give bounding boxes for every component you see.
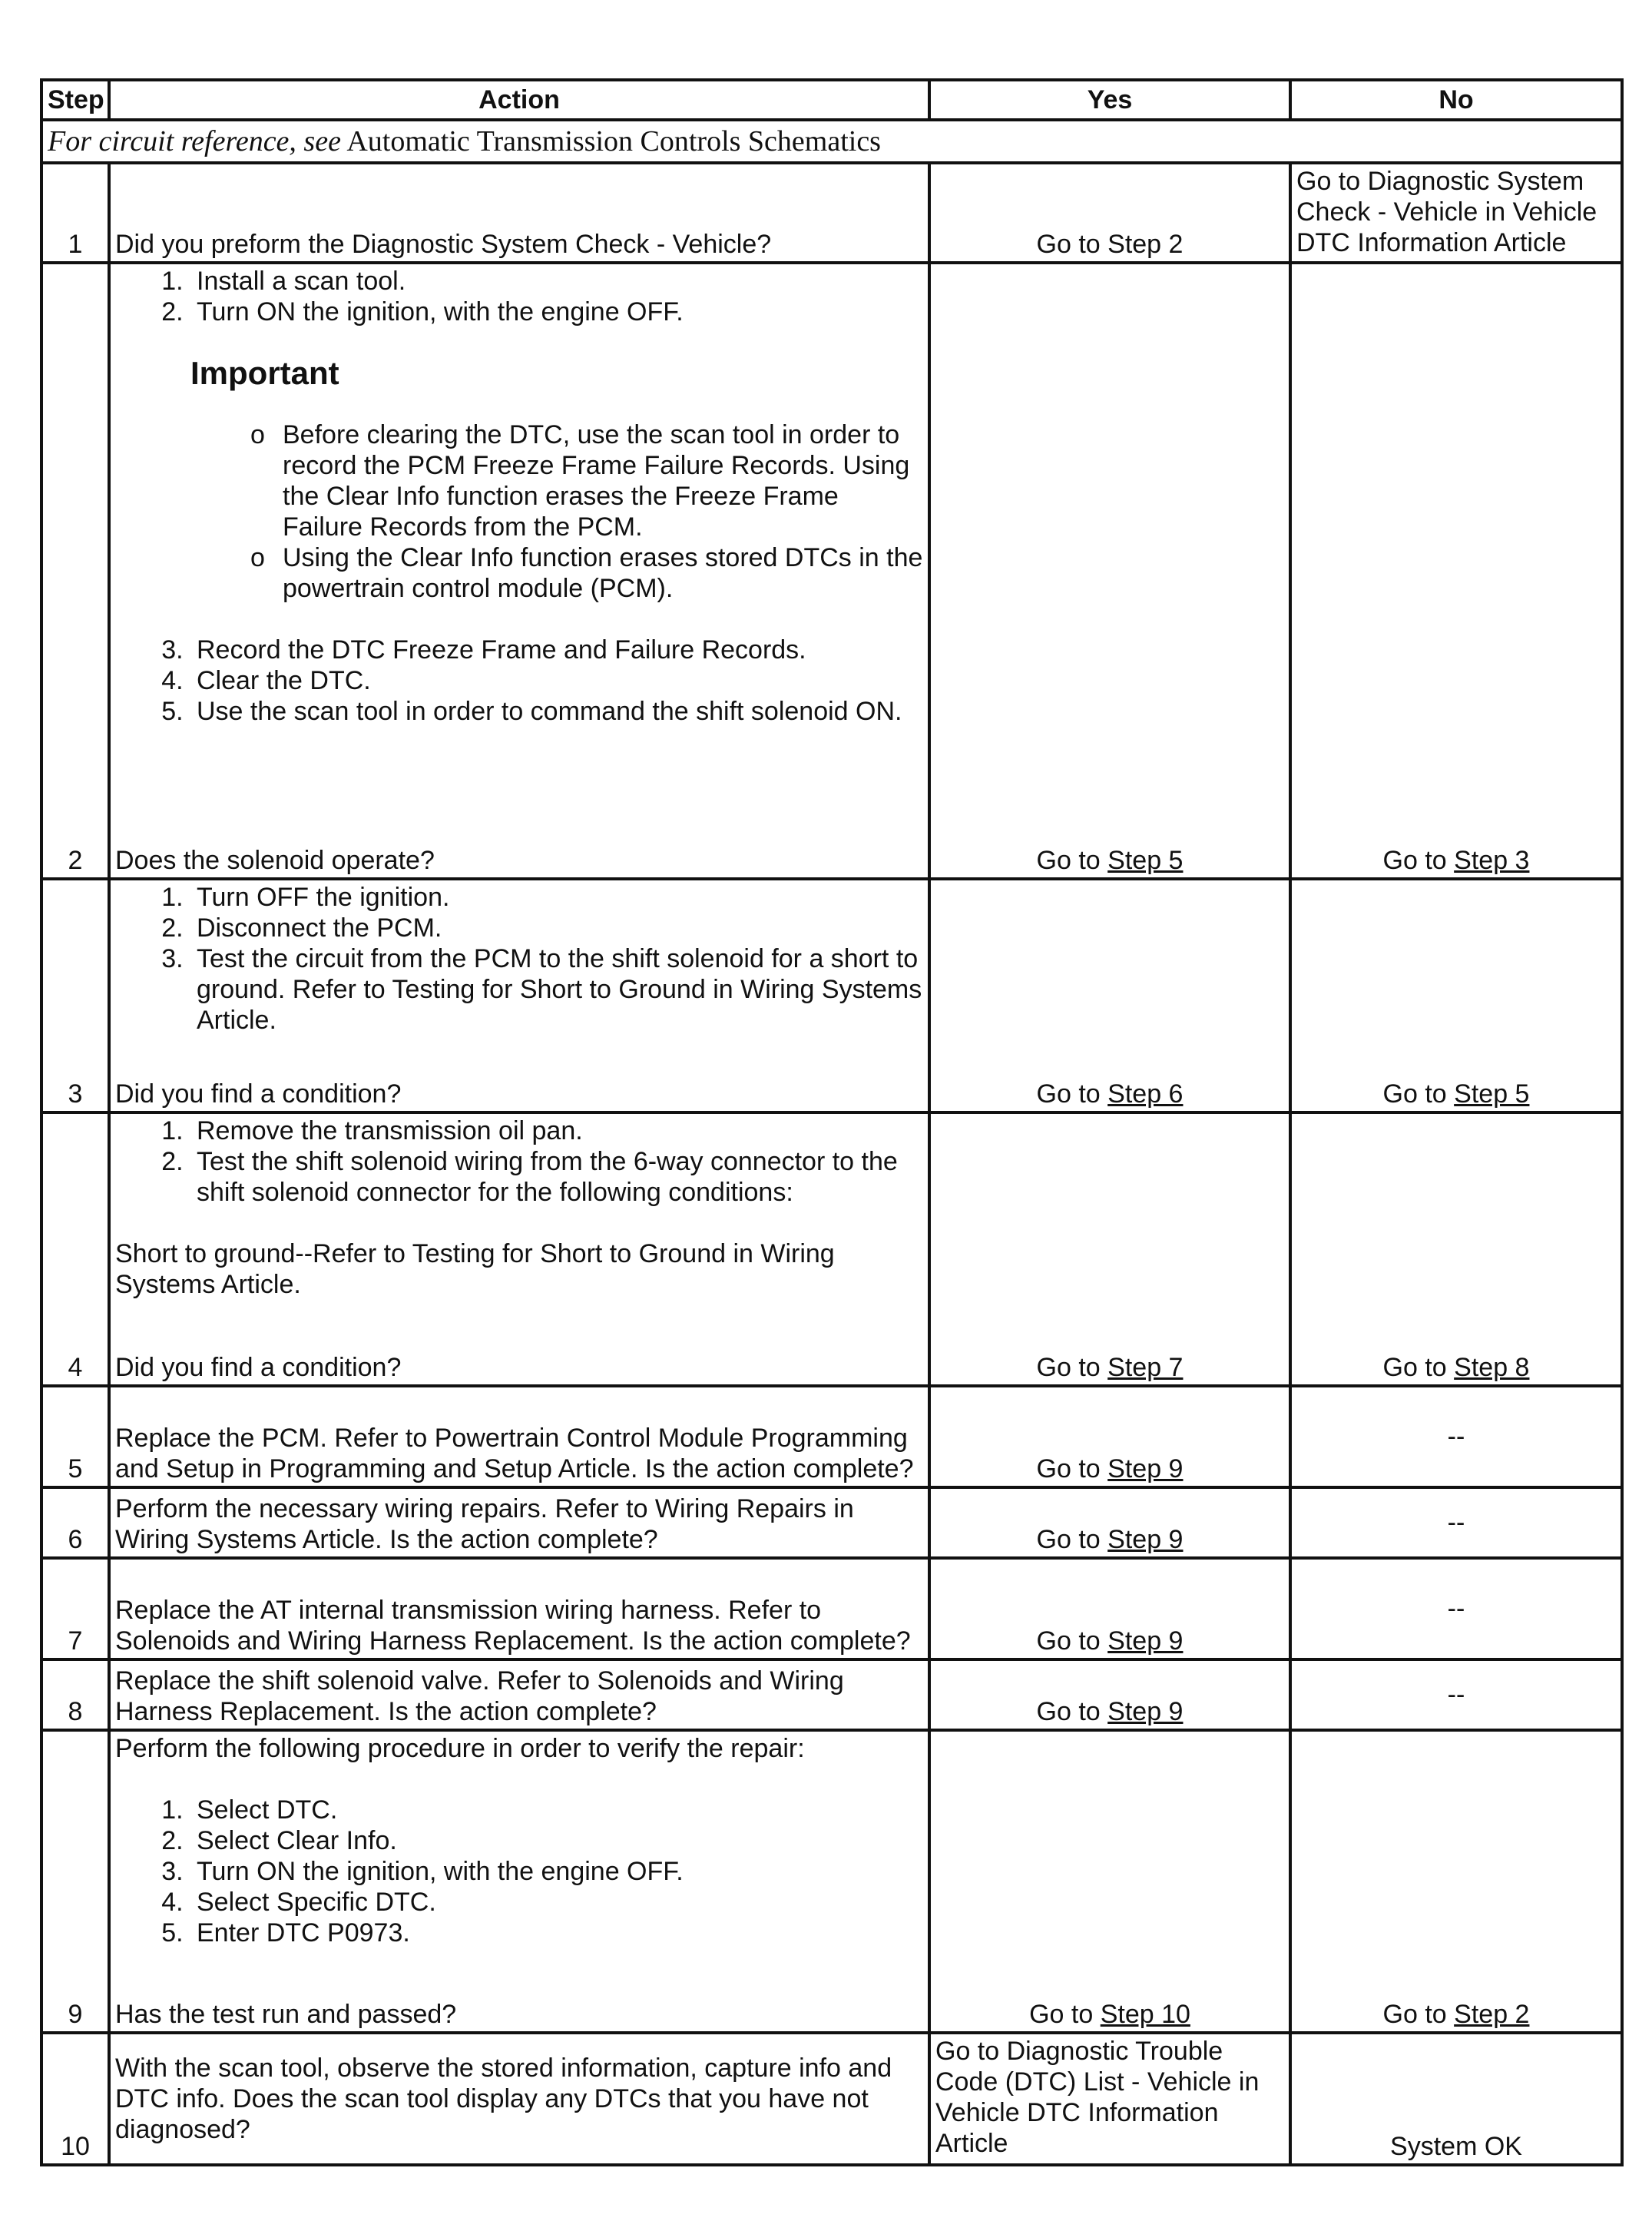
step-number: 10 — [41, 2033, 109, 2165]
action-steps — [115, 1115, 923, 1208]
action-cell: Replace the AT internal transmission wiring harness. Refer to Solenoids and Wiring Harness Replacement. Is the action complete? — [109, 1558, 929, 1659]
table-row-step-10 — [41, 2033, 1622, 2165]
table-row-step-9 — [41, 1730, 1622, 2033]
yes-step-link[interactable]: Step 9 — [1107, 1525, 1184, 1554]
list-item: 4. Select Specific DTC. — [190, 1887, 923, 1918]
action-question: Did you find a condition? — [115, 1079, 402, 1109]
yes-cell[interactable]: Go to Diagnostic Trouble Code (DTC) List - Vehicle in Vehicle DTC Information Article — [929, 2033, 1290, 2165]
table-row-step-7 — [41, 1558, 1622, 1659]
no-prefix: Go to — [1382, 1353, 1447, 1382]
header-yes: Yes — [929, 80, 1290, 120]
list-item: 5. Enter DTC P0973. — [190, 1918, 923, 1948]
action-cell — [109, 163, 929, 263]
step-number: 3 — [41, 879, 109, 1112]
condition-text: Short to ground--Refer to Testing for Short to Ground in Wiring Systems Article. — [115, 1239, 835, 1299]
no-prefix: Go to — [1382, 1079, 1447, 1109]
action-cell: Replace the shift solenoid valve. Refer to Solenoids and Wiring Harness Replacement. Is the action complete? — [109, 1659, 929, 1730]
yes-step-link[interactable]: Step 5 — [1107, 846, 1184, 875]
list-item: 1. Install a scan tool. — [190, 266, 923, 297]
step-number: 9 — [41, 1730, 109, 2033]
action-cell: With the scan tool, observe the stored information, capture info and DTC info. Does the scan tool display any DTCs that you have not diagnosed? — [109, 2033, 929, 2165]
yes-cell — [929, 1558, 1290, 1659]
yes-step-link[interactable]: Step 10 — [1100, 2000, 1190, 2029]
yes-step-link[interactable]: Step 9 — [1107, 1626, 1184, 1656]
action-steps — [115, 882, 923, 1036]
step-number: 7 — [41, 1558, 109, 1659]
important-heading: Important — [190, 355, 339, 391]
list-item: 3. Test the circuit from the PCM to the shift solenoid for a short to ground. Refer to Testing for Short to Ground in Wiring Systems Article. — [190, 943, 923, 1036]
step-number: 6 — [41, 1487, 109, 1558]
step-number: 1 — [41, 163, 109, 263]
action-question: Did you preform the Diagnostic System Check - Vehicle? — [115, 230, 772, 259]
yes-cell — [929, 1730, 1290, 2033]
yes-cell — [929, 1659, 1290, 1730]
no-step-link[interactable]: Step 2 — [1454, 2000, 1530, 2029]
header-row — [41, 80, 1622, 120]
action-steps-b — [115, 635, 923, 727]
yes-prefix: Go to — [1036, 1079, 1101, 1109]
table-row-step-5 — [41, 1386, 1622, 1487]
no-cell: -- — [1290, 1487, 1622, 1558]
step-number: 2 — [41, 263, 109, 879]
note-item: o Using the Clear Info function erases stored DTCs in the powertrain control module (PCM). — [283, 542, 923, 604]
yes-cell — [929, 1386, 1290, 1487]
list-item: 1. Remove the transmission oil pan. — [190, 1115, 923, 1146]
no-cell[interactable]: Go to Diagnostic System Check - Vehicle in Vehicle DTC Information Article — [1290, 163, 1622, 263]
no-step-link[interactable]: Step 8 — [1454, 1353, 1530, 1382]
yes-prefix: Go to — [1036, 1626, 1101, 1656]
action-cell — [109, 263, 929, 879]
list-item: 2. Disconnect the PCM. — [190, 913, 923, 943]
yes-step-link[interactable]: Step 9 — [1107, 1454, 1184, 1483]
action-cell: Perform the necessary wiring repairs. Refer to Wiring Repairs in Wiring Systems Article. Is the action complete? — [109, 1487, 929, 1558]
no-cell — [1290, 1112, 1622, 1386]
yes-prefix: Go to — [1036, 1353, 1101, 1382]
list-item: 2. Test the shift solenoid wiring from the 6-way connector to the shift solenoid connector for the following conditions: — [190, 1146, 923, 1208]
list-item: 5. Use the scan tool in order to command the shift solenoid ON. — [190, 696, 923, 727]
yes-prefix: Go to — [1036, 846, 1101, 875]
diagnostic-table — [40, 78, 1624, 2166]
step-number: 5 — [41, 1386, 109, 1487]
note-item: o Before clearing the DTC, use the scan tool in order to record the PCM Freeze Frame Failure Records. Using the Clear Info function erases the Freeze Frame Failure Records from the PCM. — [283, 419, 923, 542]
yes-step-link[interactable]: Step 9 — [1107, 1697, 1184, 1726]
list-item: 3. Record the DTC Freeze Frame and Failure Records. — [190, 635, 923, 665]
yes-step-link[interactable]: Step 7 — [1107, 1353, 1184, 1382]
important-notes — [115, 419, 923, 604]
no-cell: -- — [1290, 1386, 1622, 1487]
list-item: 2. Select Clear Info. — [190, 1825, 923, 1856]
action-steps-a — [115, 266, 923, 327]
yes-cell — [929, 263, 1290, 879]
action-cell: Replace the PCM. Refer to Powertrain Control Module Programming and Setup in Programming and Setup Article. Is the action complete? — [109, 1386, 929, 1487]
no-cell: -- — [1290, 1659, 1622, 1730]
table-row-step-6 — [41, 1487, 1622, 1558]
no-cell — [1290, 1730, 1622, 2033]
action-cell — [109, 1112, 929, 1386]
yes-cell — [929, 1112, 1290, 1386]
yes-prefix: Go to — [1036, 1525, 1101, 1554]
yes-cell — [929, 1487, 1290, 1558]
diagnostic-page — [40, 78, 1621, 2166]
action-steps — [115, 1795, 923, 1948]
yes-cell[interactable]: Go to Step 2 — [929, 163, 1290, 263]
yes-cell — [929, 879, 1290, 1112]
table-row-step-2 — [41, 263, 1622, 879]
no-cell: -- — [1290, 1558, 1622, 1659]
list-item: 3. Turn ON the ignition, with the engine OFF. — [190, 1856, 923, 1887]
yes-prefix: Go to — [1036, 1454, 1101, 1483]
table-row-step-8 — [41, 1659, 1622, 1730]
action-cell — [109, 879, 929, 1112]
circuit-reference — [41, 120, 1622, 163]
step-number: 8 — [41, 1659, 109, 1730]
no-step-link[interactable]: Step 5 — [1454, 1079, 1530, 1109]
yes-step-link[interactable]: Step 6 — [1107, 1079, 1184, 1109]
action-intro: Perform the following procedure in order to verify the repair: — [115, 1734, 805, 1763]
list-item: 4. Clear the DTC. — [190, 665, 923, 696]
no-cell — [1290, 263, 1622, 879]
yes-prefix: Go to — [1029, 2000, 1094, 2029]
table-row-step-4 — [41, 1112, 1622, 1386]
list-item: 2. Turn ON the ignition, with the engine OFF. — [190, 297, 923, 327]
action-question: Does the solenoid operate? — [115, 846, 435, 875]
list-item: 1. Turn OFF the ignition. — [190, 882, 923, 913]
no-cell: System OK — [1290, 2033, 1622, 2165]
no-cell — [1290, 879, 1622, 1112]
list-item: 1. Select DTC. — [190, 1795, 923, 1825]
no-prefix: Go to — [1382, 846, 1447, 875]
header-step: Step — [41, 80, 109, 120]
header-action: Action — [109, 80, 929, 120]
table-row-step-1 — [41, 163, 1622, 263]
action-question: Did you find a condition? — [115, 1353, 402, 1382]
reference-prefix: For circuit reference, see — [48, 125, 341, 157]
no-prefix: Go to — [1382, 2000, 1447, 2029]
no-step-link[interactable]: Step 3 — [1454, 846, 1530, 875]
action-question: Has the test run and passed? — [115, 2000, 457, 2029]
header-no: No — [1290, 80, 1622, 120]
circuit-reference-row — [41, 120, 1622, 163]
step-number: 4 — [41, 1112, 109, 1386]
action-cell — [109, 1730, 929, 2033]
yes-prefix: Go to — [1036, 1697, 1101, 1726]
table-row-step-3 — [41, 879, 1622, 1112]
reference-link[interactable]: Automatic Transmission Controls Schematics — [346, 125, 881, 157]
